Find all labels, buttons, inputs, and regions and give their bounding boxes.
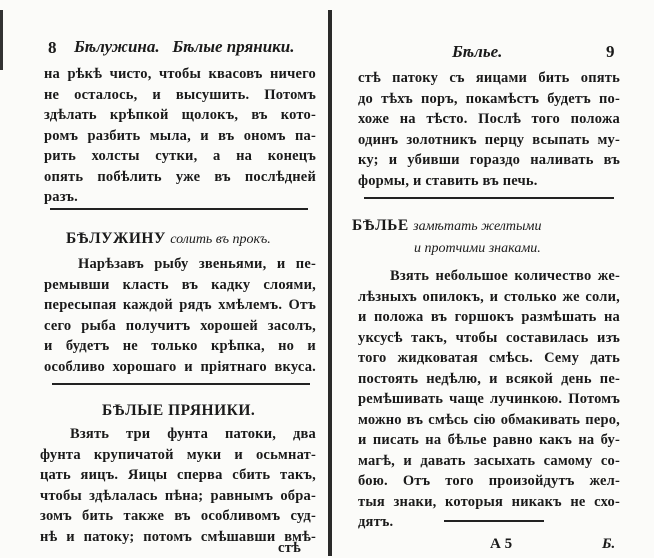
text-line: уксусѣ такъ, чтобы составилась изъ xyxy=(358,329,620,346)
text-line: не осталось, и высушить. Потомъ xyxy=(44,86,316,103)
text-line: нѣ и патоку; потомъ смѣшавши вмѣ- xyxy=(40,528,316,545)
section-divider xyxy=(50,208,308,210)
text-line: здѣлать крѣпкой щолокъ, въ кото- xyxy=(44,107,316,123)
text-line: разъ. xyxy=(44,189,78,205)
text-line: можно въ смѣсь сію обмакивать перо, xyxy=(358,411,620,428)
text-line: рить холсты сутки, а на конецъ xyxy=(44,148,316,164)
text-line: постоять недѣлю, и всякой день пе- xyxy=(358,370,620,387)
text-line: одинъ золотникъ перцу всыпать му- xyxy=(358,131,620,148)
running-head: Бѣлье. xyxy=(452,42,503,61)
text-line: Нарѣзавъ рыбу звеньями, и пе- xyxy=(78,256,316,272)
text-line: того жидковатая смѣсь. Сему дать xyxy=(358,350,620,366)
catchword: стѣ xyxy=(278,540,301,556)
text-line: тыя знаки, которыя никакъ не схо- xyxy=(358,493,620,510)
text-line: на рѣкѣ чисто, чтобы квасовъ ничего xyxy=(44,66,316,82)
section-subtitle-line2 xyxy=(414,239,541,257)
section-title: БѢЛЫЕ ПРЯНИКИ. xyxy=(102,402,256,419)
page-number: 8 xyxy=(48,38,57,57)
text-line: и писать на бѣлье равно какъ на бу- xyxy=(358,432,620,448)
section-title xyxy=(352,217,541,235)
text-line: ку; и убивши гораздо наливать въ xyxy=(358,152,620,168)
text-line: хоже на тѣсто. Послѣ того положа xyxy=(358,111,620,127)
text-line: формы, и ставить въ печь. xyxy=(358,172,538,189)
text-line: опять побѣлить уже въ послѣдней xyxy=(44,168,316,185)
text-line: фунта крупичатой муки и осьмнат- xyxy=(40,446,316,463)
text-line: ремывши класть въ кадку слоями, xyxy=(44,276,316,293)
title-subtitle: солить въ прокъ. xyxy=(170,232,271,247)
catchword: Б. xyxy=(602,536,616,552)
text-line: бою. Отъ того произойдутъ жел- xyxy=(358,473,620,489)
text-line: и будетъ не только крѣпка, но и xyxy=(44,338,316,354)
title-text: БѢЛЬЕ xyxy=(352,217,409,234)
text-line: магѣ, и давать засыхать самому со- xyxy=(358,452,620,469)
text-line: стѣ патоку съ яицами бить опять xyxy=(358,70,620,86)
text-line: зомъ бить также въ особливомъ суд- xyxy=(40,508,316,524)
text-line: цать яицъ. Яицы сперва сбить такъ, xyxy=(40,467,316,483)
title-text: БѢЛУЖИНУ xyxy=(66,230,166,247)
text-line: до тѣхъ поръ, покамѣстъ будетъ по- xyxy=(358,90,620,107)
text-line: и положа въ горшокъ размѣшать на xyxy=(358,309,620,325)
page-number: 9 xyxy=(606,42,615,61)
text-line: пересыпая каждой рядъ хмѣлемъ. Отъ xyxy=(44,297,316,313)
section-divider xyxy=(52,383,310,385)
text-line: дятъ. xyxy=(358,514,394,530)
text-line: Взять небольшое количество же- xyxy=(390,268,620,284)
section-title xyxy=(66,230,271,248)
title-subtitle: и протчими знаками. xyxy=(414,241,541,256)
signature-mark: А 5 xyxy=(490,536,513,552)
text-line: чтобы здѣлалась пѣна; равнымъ обра- xyxy=(40,487,316,504)
right-page xyxy=(334,0,654,556)
running-head: Бѣлужина. Бѣлые пряники. xyxy=(74,37,295,56)
text-line: сего рыба получитъ хорошей засолъ, xyxy=(44,317,316,334)
section-divider xyxy=(364,197,614,199)
text-line: особливо хорошаго и пріятнаго вкуса. xyxy=(44,358,316,375)
title-subtitle: замѣтать желтыми xyxy=(413,219,542,234)
text-line: ромъ разбить мыла, и въ ономъ па- xyxy=(44,127,316,144)
text-line: ремѣшивать чаще лучинкою. Потомъ xyxy=(358,391,620,407)
text-line: Взять три фунта патоки, два xyxy=(70,426,316,442)
text-line: лѣзныхъ опилокъ, и столько же соли, xyxy=(358,288,620,305)
